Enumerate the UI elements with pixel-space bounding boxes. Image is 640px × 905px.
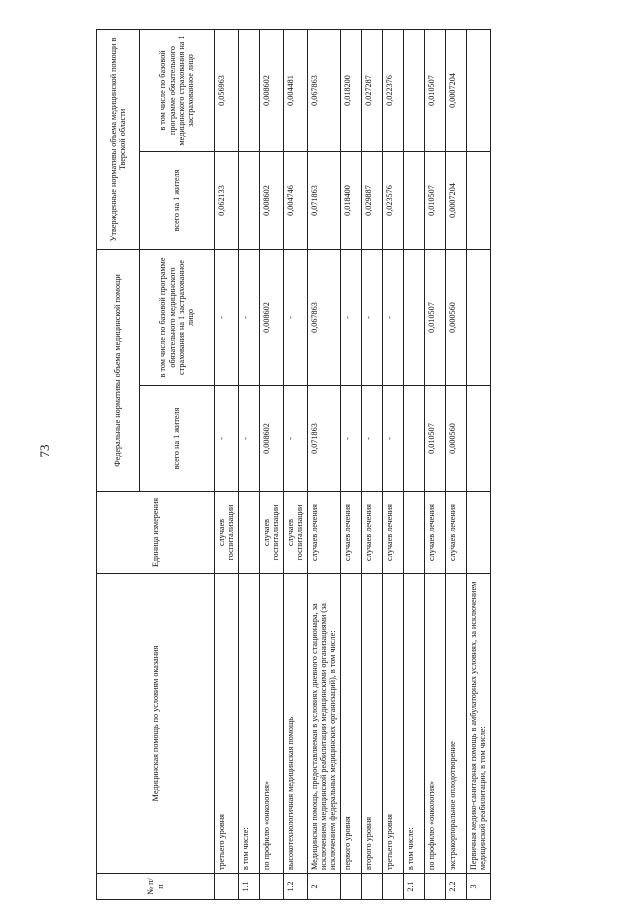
header-federal-per-insured: в том числе по базовой программе обязательного медицинского страхования на 1 застрахованное лицо — [140, 250, 215, 386]
rotated-table-wrapper — [96, 30, 556, 900]
row-fed-insured: 0,000560 — [445, 250, 466, 386]
table-row — [466, 30, 490, 900]
row-num: 1.2 — [283, 874, 307, 900]
row-name: Медицинская помощь, предоставляемая в условиях дневного стационара, за исключением медицинской реабилитации медицинскими организациями (за исключением федеральных медицинских организаций), в том числе: — [307, 574, 340, 874]
header-unit: Единица измерения — [97, 492, 215, 574]
row-appr-insured: 0,056963 — [215, 30, 239, 152]
header-federal-per-resident: всего на 1 жителя — [140, 386, 215, 492]
row-name: первого уровня — [340, 574, 361, 874]
table-row — [215, 30, 239, 900]
table-row — [424, 30, 445, 900]
row-unit: случаев лечения — [340, 492, 361, 574]
table-row — [445, 30, 466, 900]
row-appr-insured — [466, 30, 490, 152]
row-appr-insured: 0,022376 — [382, 30, 403, 152]
table-row — [238, 30, 259, 900]
row-unit: случаев лечения — [361, 492, 382, 574]
row-name: высокотехнологичная медицинская помощь — [283, 574, 307, 874]
row-appr-total: 0,0007204 — [445, 152, 466, 250]
row-unit — [238, 492, 259, 574]
table-row — [403, 30, 424, 900]
row-num: 1.1 — [238, 874, 259, 900]
row-appr-total: 0,004746 — [283, 152, 307, 250]
row-fed-insured: - — [238, 250, 259, 386]
row-num: 2.1 — [403, 874, 424, 900]
row-name: в том числе: — [403, 574, 424, 874]
row-appr-total: 0,071863 — [307, 152, 340, 250]
row-fed-total: - — [382, 386, 403, 492]
row-name: по профилю «онкология» — [259, 574, 283, 874]
row-fed-total — [466, 386, 490, 492]
header-num: № п/п — [97, 874, 215, 900]
row-appr-insured: 0,010507 — [424, 30, 445, 152]
table-row — [259, 30, 283, 900]
row-fed-total: - — [340, 386, 361, 492]
row-fed-total: - — [215, 386, 239, 492]
header-federal-norms: Федеральные нормативы объема медицинской помощи — [97, 250, 140, 492]
row-fed-insured: 0,010507 — [424, 250, 445, 386]
table-row — [307, 30, 340, 900]
row-unit: случаев лечения — [424, 492, 445, 574]
row-appr-insured: 0,008602 — [259, 30, 283, 152]
row-appr-total: 0,008602 — [259, 152, 283, 250]
row-fed-insured — [466, 250, 490, 386]
row-num — [340, 874, 361, 900]
row-name: третьего уровня — [382, 574, 403, 874]
row-appr-insured — [238, 30, 259, 152]
row-appr-insured: 0,018200 — [340, 30, 361, 152]
row-fed-insured: - — [382, 250, 403, 386]
row-fed-insured: 0,008602 — [259, 250, 283, 386]
row-fed-total: 0,008602 — [259, 386, 283, 492]
row-appr-total: 0,023576 — [382, 152, 403, 250]
row-appr-total — [403, 152, 424, 250]
table-row — [283, 30, 307, 900]
row-fed-total: - — [283, 386, 307, 492]
row-fed-total: 0,010507 — [424, 386, 445, 492]
row-name: экстракорпоральное оплодотворение — [445, 574, 466, 874]
row-appr-total: 0,062133 — [215, 152, 239, 250]
row-name: второго уровня — [361, 574, 382, 874]
row-num: 3 — [466, 874, 490, 900]
header-approved-per-insured: в том числе по базовой программе обязательного медицинского страхования на 1 застрахованное лицо — [140, 30, 215, 152]
row-appr-total — [466, 152, 490, 250]
row-fed-total — [403, 386, 424, 492]
row-fed-insured: - — [283, 250, 307, 386]
row-unit: случаев госпитализации — [283, 492, 307, 574]
row-unit: случаев госпитализации — [215, 492, 239, 574]
row-appr-insured — [403, 30, 424, 152]
row-unit — [403, 492, 424, 574]
row-num — [361, 874, 382, 900]
row-num — [424, 874, 445, 900]
row-appr-total — [238, 152, 259, 250]
row-name: третьего уровня — [215, 574, 239, 874]
row-name: Первичная медико-санитарная помощь в амбулаторных условиях, за исключением медицинской реабилитации, в том числе: — [466, 574, 490, 874]
medical-care-norms-table — [96, 29, 491, 900]
table-row — [382, 30, 403, 900]
header-approved-per-resident: всего на 1 жителя — [140, 152, 215, 250]
row-fed-insured: 0,067863 — [307, 250, 340, 386]
row-appr-insured: 0,004481 — [283, 30, 307, 152]
row-appr-insured: 0,067863 — [307, 30, 340, 152]
header-approved-norms: Утвержденные нормативы объема медицинской помощи в Тверской области — [97, 30, 140, 250]
row-appr-total: 0,010507 — [424, 152, 445, 250]
row-num: 2.2 — [445, 874, 466, 900]
row-name: по профилю «онкология» — [424, 574, 445, 874]
row-num — [259, 874, 283, 900]
row-name: в том числе: — [238, 574, 259, 874]
row-num — [215, 874, 239, 900]
row-fed-insured: - — [340, 250, 361, 386]
row-unit — [466, 492, 490, 574]
row-fed-insured: - — [361, 250, 382, 386]
row-unit: случаев лечения — [382, 492, 403, 574]
row-appr-total: 0,018400 — [340, 152, 361, 250]
row-appr-insured: 0,0007204 — [445, 30, 466, 152]
header-care-conditions: Медицинская помощь по условиям оказания — [97, 574, 215, 874]
row-num — [382, 874, 403, 900]
row-fed-total: - — [238, 386, 259, 492]
row-appr-total: 0,029887 — [361, 152, 382, 250]
row-fed-total: - — [361, 386, 382, 492]
row-fed-total: 0,071863 — [307, 386, 340, 492]
row-num: 2 — [307, 874, 340, 900]
table-row — [361, 30, 382, 900]
row-appr-insured: 0,027287 — [361, 30, 382, 152]
row-fed-insured: - — [215, 250, 239, 386]
row-fed-insured — [403, 250, 424, 386]
row-fed-total: 0,000560 — [445, 386, 466, 492]
page-number: 73 — [37, 444, 52, 458]
row-unit: случаев госпитализации — [259, 492, 283, 574]
table-row — [340, 30, 361, 900]
row-unit: случаев лечения — [307, 492, 340, 574]
row-unit: случаев лечения — [445, 492, 466, 574]
